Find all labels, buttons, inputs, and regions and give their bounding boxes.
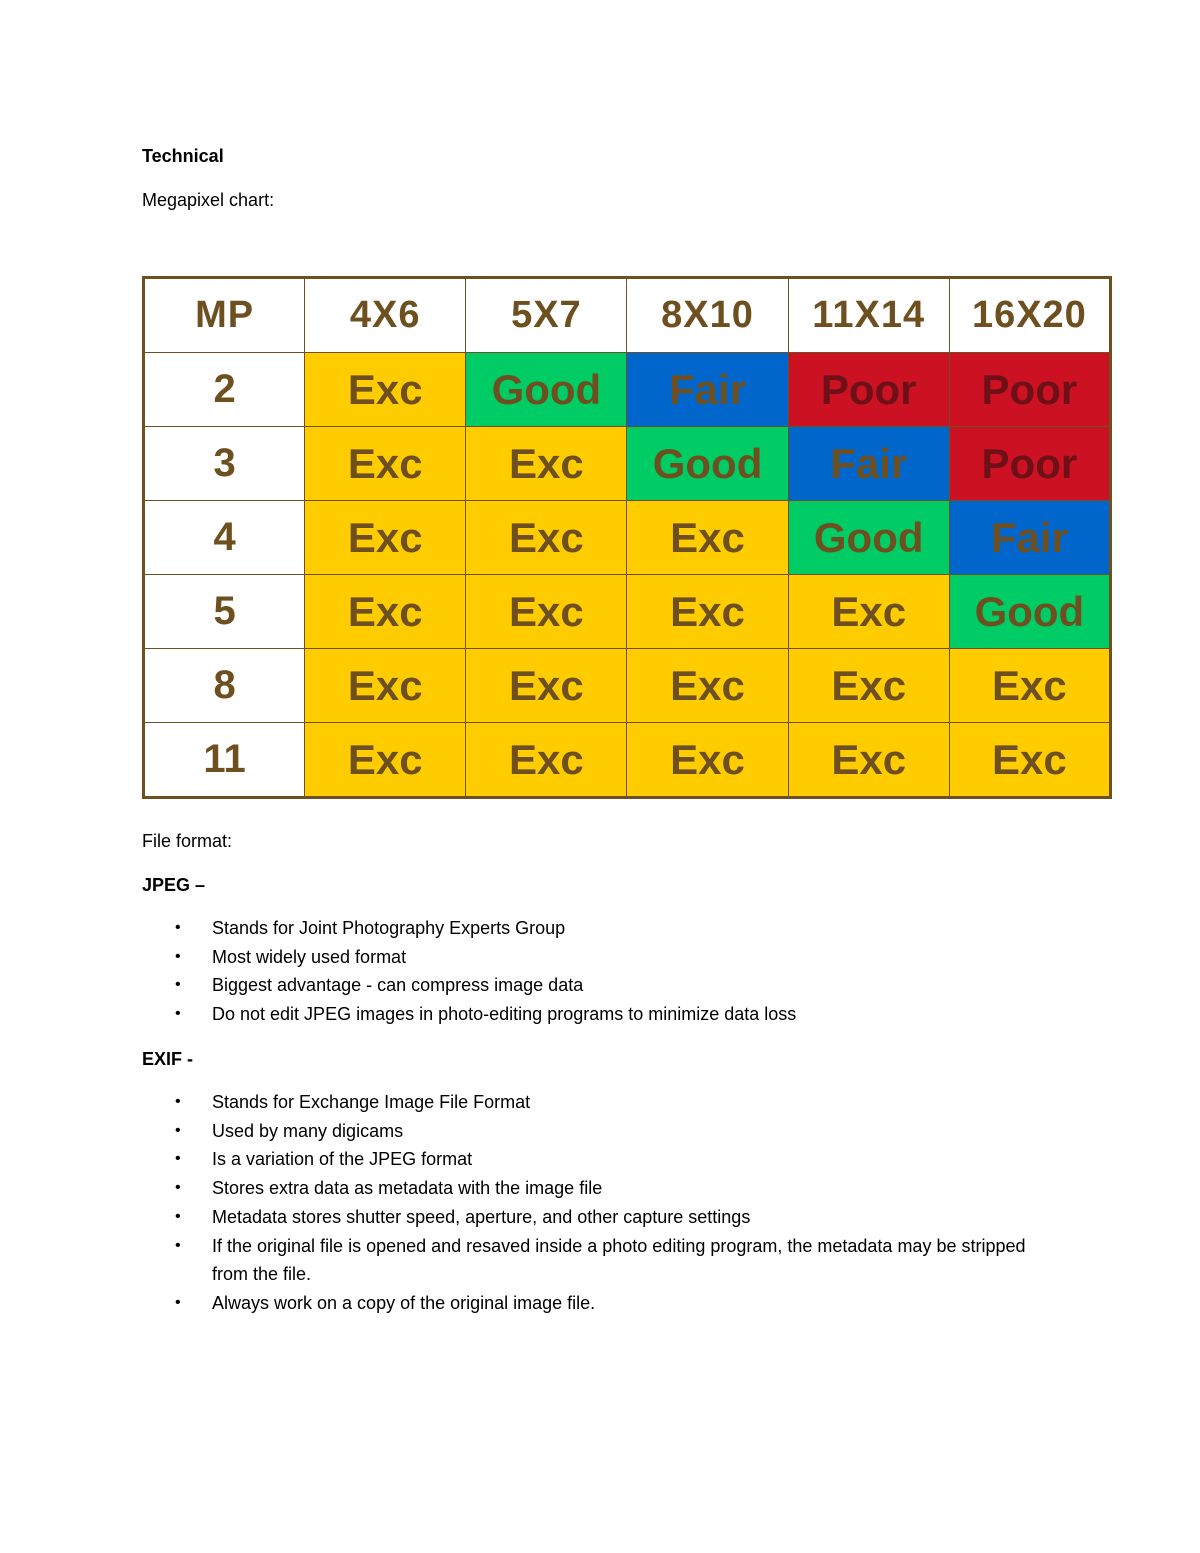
- rating-cell: Poor: [949, 353, 1110, 427]
- rating-cell: Fair: [627, 353, 788, 427]
- megapixel-chart-label: Megapixel chart:: [142, 190, 275, 210]
- rating-cell: Good: [627, 427, 788, 501]
- bullet-icon: •: [175, 1093, 181, 1110]
- rating-cell: Exc: [627, 723, 788, 798]
- bullet-icon: •: [175, 1005, 181, 1023]
- table-header-row: [144, 278, 1111, 353]
- rating-cell: Exc: [305, 501, 466, 575]
- mp-value-cell: 8: [144, 649, 305, 723]
- rating-cell: Exc: [949, 723, 1110, 798]
- bullet-icon: •: [175, 1150, 181, 1168]
- rating-cell: Exc: [466, 723, 627, 798]
- list-item: [142, 1174, 1062, 1203]
- rating-cell: Exc: [627, 649, 788, 723]
- rating-cell: Exc: [788, 649, 949, 723]
- column-header: 11X14: [788, 278, 949, 353]
- list-item: [142, 914, 1062, 943]
- list-item-text: Always work on a copy of the original image file.: [212, 1292, 596, 1313]
- section-heading: Technical: [142, 146, 224, 166]
- rating-cell: Exc: [305, 353, 466, 427]
- list-item-text: Used by many digicams: [212, 1120, 404, 1141]
- mp-value-cell: 2: [144, 353, 305, 427]
- list-item-text: Metadata stores shutter speed, aperture, and other capture settings: [212, 1206, 751, 1227]
- rating-cell: Exc: [788, 575, 949, 649]
- list-item-text: Most widely used format: [212, 946, 407, 967]
- table-row: [144, 649, 1111, 723]
- jpeg-bullet-list: [142, 914, 1062, 1029]
- list-item: [142, 1203, 1062, 1232]
- rating-cell: Good: [788, 501, 949, 575]
- list-item-text: Stands for Joint Photography Experts Group: [212, 918, 566, 938]
- rating-cell: Exc: [466, 649, 627, 723]
- list-item: [142, 1117, 1062, 1146]
- table-row: [144, 501, 1111, 575]
- table-row: [144, 427, 1111, 501]
- rating-cell: Exc: [627, 501, 788, 575]
- list-item: [142, 1000, 1062, 1029]
- table-body: [144, 353, 1111, 798]
- mp-value-cell: 5: [144, 575, 305, 649]
- rating-cell: Exc: [305, 723, 466, 798]
- list-item: [142, 1145, 1062, 1174]
- list-item: [142, 1289, 1062, 1318]
- rating-cell: Fair: [788, 427, 949, 501]
- rating-cell: Poor: [949, 427, 1110, 501]
- list-item-text: Stands for Exchange Image File Format: [212, 1092, 531, 1112]
- bullet-icon: •: [175, 1207, 181, 1225]
- exif-bullet-list: [142, 1088, 1062, 1318]
- table-row: [144, 353, 1111, 427]
- rating-cell: Exc: [305, 575, 466, 649]
- bullet-icon: •: [175, 947, 181, 965]
- jpeg-heading: JPEG –: [142, 875, 206, 895]
- list-item-text: Is a variation of the JPEG format: [212, 1149, 473, 1170]
- list-item-text: Biggest advantage - can compress image data: [212, 975, 584, 996]
- rating-cell: Exc: [305, 427, 466, 501]
- list-item-text: Stores extra data as metadata with the image file: [212, 1178, 603, 1199]
- rating-cell: Exc: [949, 649, 1110, 723]
- table-row: [144, 723, 1111, 798]
- column-header: 5X7: [466, 278, 627, 353]
- list-item-text: Do not edit JPEG images in photo-editing programs to minimize data loss: [212, 1004, 797, 1025]
- list-item-text: If the original file is opened and resaved inside a photo editing program, the metadata may be stripped from the file.: [212, 1235, 1026, 1285]
- column-header: 16X20: [949, 278, 1110, 353]
- list-item: [142, 1088, 1062, 1117]
- mp-value-cell: 3: [144, 427, 305, 501]
- bullet-icon: •: [175, 919, 181, 936]
- table-row: [144, 575, 1111, 649]
- rating-cell: Poor: [788, 353, 949, 427]
- rating-cell: Fair: [949, 501, 1110, 575]
- rating-cell: Exc: [627, 575, 788, 649]
- rating-cell: Good: [466, 353, 627, 427]
- rating-cell: Exc: [466, 575, 627, 649]
- rating-cell: Exc: [788, 723, 949, 798]
- bullet-icon: •: [175, 1293, 181, 1311]
- column-header: 8X10: [627, 278, 788, 353]
- file-format-label: File format:: [142, 831, 233, 851]
- rating-cell: Exc: [466, 501, 627, 575]
- column-header: 4X6: [305, 278, 466, 353]
- bullet-icon: •: [175, 976, 181, 994]
- rating-cell: Exc: [466, 427, 627, 501]
- exif-heading: EXIF -: [142, 1049, 194, 1069]
- list-item: [142, 971, 1062, 1000]
- megapixel-chart-table: [142, 276, 1112, 799]
- list-item: [142, 943, 1062, 972]
- mp-value-cell: 11: [144, 723, 305, 798]
- mp-value-cell: 4: [144, 501, 305, 575]
- rating-cell: Good: [949, 575, 1110, 649]
- rating-cell: Exc: [305, 649, 466, 723]
- bullet-icon: •: [175, 1179, 181, 1197]
- list-item: [142, 1232, 1062, 1289]
- bullet-icon: •: [175, 1236, 181, 1254]
- column-header: MP: [144, 278, 305, 353]
- bullet-icon: •: [175, 1121, 181, 1139]
